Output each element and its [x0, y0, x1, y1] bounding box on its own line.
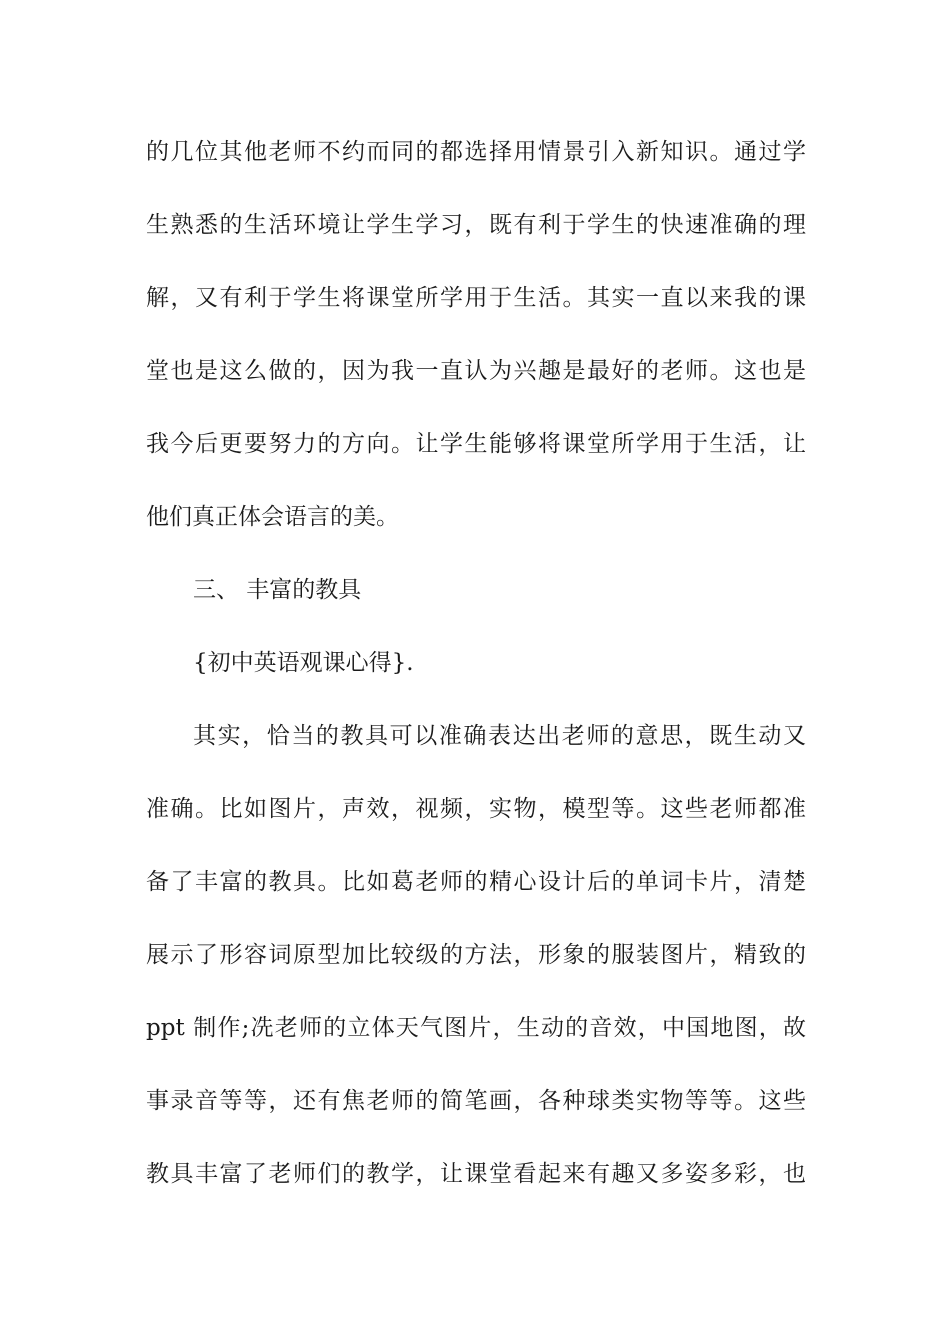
paragraph-line: 其实，恰当的教具可以准确表达出老师的意思，既生动又 — [193, 723, 806, 749]
paragraph-line: 堂也是这么做的，因为我一直认为兴趣是最好的老师。这也是 — [146, 358, 806, 384]
subtitle-line: {初中英语观课心得}. — [193, 650, 414, 676]
paragraph-line: 生熟悉的生活环境让学生学习，既有利于学生的快速准确的理 — [146, 212, 806, 238]
paragraph-line: 教具丰富了老师们的教学，让课堂看起来有趣又多姿多彩，也 — [146, 1161, 806, 1187]
paragraph-line: ppt 制作;冼老师的立体天气图片，生动的音效，中国地图，故 — [146, 1015, 806, 1041]
paragraph-line: 的几位其他老师不约而同的都选择用情景引入新知识。通过学 — [146, 139, 806, 165]
paragraph-line: 备了丰富的教具。比如葛老师的精心设计后的单词卡片，清楚 — [146, 869, 806, 895]
paragraph-line: 事录音等等，还有焦老师的简笔画，各种球类实物等等。这些 — [146, 1088, 806, 1114]
paragraph-line: 准确。比如图片，声效，视频，实物，模型等。这些老师都准 — [146, 796, 806, 822]
paragraph-line: 我今后更要努力的方向。让学生能够将课堂所学用于生活，让 — [146, 431, 806, 457]
paragraph-line: 展示了形容词原型加比较级的方法，形象的服装图片，精致的 — [146, 942, 806, 968]
paragraph-line: 他们真正体会语言的美。 — [146, 504, 399, 530]
section-heading: 三、 丰富的教具 — [193, 577, 362, 603]
paragraph-line: 解，又有利于学生将课堂所学用于生活。其实一直以来我的课 — [146, 285, 806, 311]
